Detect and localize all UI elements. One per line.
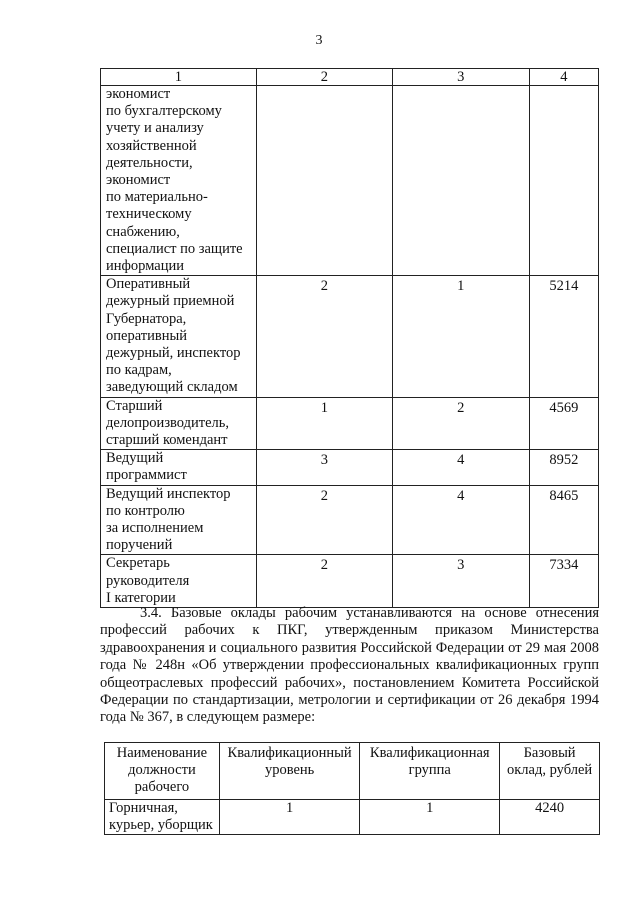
column-number-4: 4 — [529, 69, 598, 86]
table-row — [101, 555, 599, 608]
qualification-level: 1 — [219, 799, 360, 834]
column-number-2: 2 — [256, 69, 392, 86]
position-name: Ведущий программист — [101, 450, 257, 485]
qualification-group: 3 — [392, 555, 529, 608]
table-row — [101, 397, 599, 450]
header-qualification-level: Квалификационный уровень — [219, 743, 360, 800]
paragraph-3-4: 3.4. Базовые оклады рабочим устанавливаются на основе отнесения профессий рабочих к ПКГ, утвержденным приказом Министерства здравоохранения и социального развития Российской Федерации от 29 мая 2008 года № 248н «Об утверждении профессиональных квалификационных групп общеотраслевых профессий рабочих», постановлением Комитета Российской Федерации по стандартизации, метрологии и сертификации от 26 декабря 1994 года № 367, в следующем размере: — [100, 605, 599, 726]
column-number-1: 1 — [101, 69, 257, 86]
workers-salary-table — [104, 742, 600, 835]
qualification-level: 2 — [256, 485, 392, 555]
base-salary: 4240 — [500, 799, 600, 834]
table-row — [101, 450, 599, 485]
position-name: Горничная, курьер, уборщик — [105, 799, 220, 834]
column-number-3: 3 — [392, 69, 529, 86]
table-header-row — [101, 69, 599, 86]
position-name: Оперативный дежурный приемной Губернатора, оперативный дежурный, инспектор по кадрам, заведующий складом — [101, 276, 257, 397]
position-name: экономист по бухгалтерскому учету и анализу хозяйственной деятельности, экономист по материально- техническому снабжению, специалист по защите информации — [101, 86, 257, 276]
qualification-level: 1 — [256, 397, 392, 450]
table-row — [101, 276, 599, 397]
base-salary: 5214 — [529, 276, 598, 397]
staff-salary-table — [100, 68, 599, 608]
position-name: Старший делопроизводитель, старший комендант — [101, 397, 257, 450]
base-salary: 8465 — [529, 485, 598, 555]
table-row — [101, 485, 599, 555]
qualification-group: 4 — [392, 485, 529, 555]
base-salary — [529, 86, 598, 276]
position-name: Ведущий инспектор по контролю за исполнением поручений — [101, 485, 257, 555]
header-qualification-group: Квалификационная группа — [360, 743, 500, 800]
base-salary: 7334 — [529, 555, 598, 608]
table-row — [105, 799, 600, 834]
header-base-salary: Базовый оклад, рублей — [500, 743, 600, 800]
qualification-group: 4 — [392, 450, 529, 485]
qualification-group: 2 — [392, 397, 529, 450]
qualification-group: 1 — [392, 276, 529, 397]
base-salary: 8952 — [529, 450, 598, 485]
base-salary: 4569 — [529, 397, 598, 450]
qualification-level — [256, 86, 392, 276]
position-name: Секретарь руководителя I категории — [101, 555, 257, 608]
qualification-level: 3 — [256, 450, 392, 485]
qualification-group — [392, 86, 529, 276]
qualification-level: 2 — [256, 555, 392, 608]
table-row — [101, 86, 599, 276]
page-number: 3 — [315, 33, 323, 48]
table-header-row — [105, 743, 600, 800]
qualification-group: 1 — [360, 799, 500, 834]
header-worker-position: Наименование должности рабочего — [105, 743, 220, 800]
qualification-level: 2 — [256, 276, 392, 397]
